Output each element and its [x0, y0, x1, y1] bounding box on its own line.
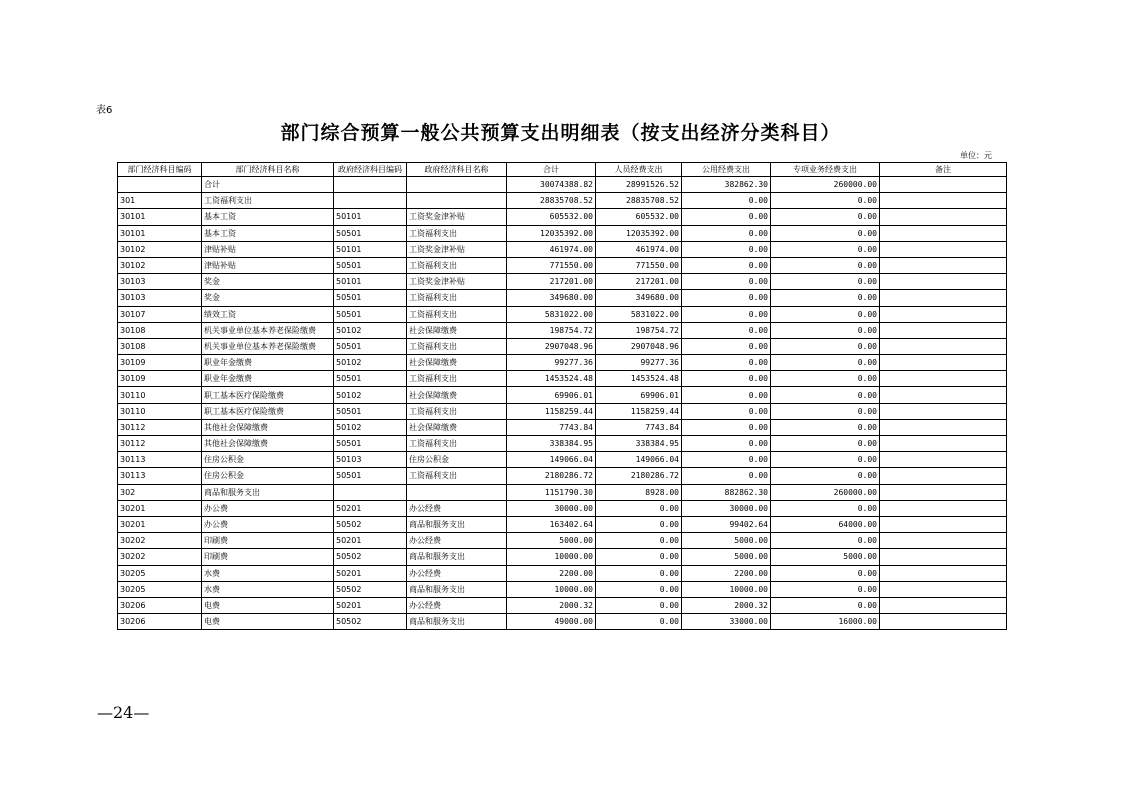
cell-total: 7743.84 — [507, 419, 596, 435]
table-row — [118, 387, 1007, 403]
cell-special: 260000.00 — [771, 177, 880, 193]
cell-special: 0.00 — [771, 468, 880, 484]
cell-dept-code: 30110 — [118, 387, 202, 403]
cell-dept-code — [118, 177, 202, 193]
cell-special: 0.00 — [771, 452, 880, 468]
cell-personnel: 605532.00 — [596, 209, 682, 225]
cell-special: 0.00 — [771, 597, 880, 613]
cell-public: 0.00 — [682, 452, 771, 468]
cell-personnel: 0.00 — [596, 581, 682, 597]
cell-public: 0.00 — [682, 306, 771, 322]
table-row — [118, 225, 1007, 241]
cell-total: 30000.00 — [507, 500, 596, 516]
table-row — [118, 468, 1007, 484]
cell-gov-name — [407, 484, 507, 500]
cell-special: 0.00 — [771, 241, 880, 257]
cell-total: 99277.36 — [507, 355, 596, 371]
table-row — [118, 322, 1007, 338]
cell-dept-name: 基本工资 — [202, 209, 334, 225]
cell-public: 2000.32 — [682, 597, 771, 613]
col-header-total: 合计 — [507, 163, 596, 177]
cell-dept-code: 30113 — [118, 468, 202, 484]
cell-personnel: 0.00 — [596, 565, 682, 581]
cell-gov-code: 50102 — [334, 419, 407, 435]
cell-public: 0.00 — [682, 322, 771, 338]
cell-special: 0.00 — [771, 257, 880, 273]
cell-gov-code: 50201 — [334, 597, 407, 613]
table-row — [118, 290, 1007, 306]
cell-personnel: 8928.00 — [596, 484, 682, 500]
cell-gov-code — [334, 177, 407, 193]
table-row — [118, 257, 1007, 273]
cell-gov-code: 50201 — [334, 565, 407, 581]
cell-total: 198754.72 — [507, 322, 596, 338]
cell-dept-code: 30101 — [118, 225, 202, 241]
cell-gov-code: 50502 — [334, 614, 407, 630]
cell-dept-name: 职业年金缴费 — [202, 355, 334, 371]
cell-personnel: 217201.00 — [596, 274, 682, 290]
cell-personnel: 69906.01 — [596, 387, 682, 403]
cell-public: 0.00 — [682, 257, 771, 273]
page-number: —24— — [97, 703, 150, 722]
cell-gov-name: 工资奖金津补贴 — [407, 241, 507, 257]
cell-public: 0.00 — [682, 338, 771, 354]
cell-remarks — [880, 533, 1007, 549]
table-number-label: 表6 — [96, 105, 113, 116]
cell-dept-name: 住房公积金 — [202, 468, 334, 484]
cell-total: 2000.32 — [507, 597, 596, 613]
cell-gov-code: 50502 — [334, 581, 407, 597]
cell-public: 5000.00 — [682, 533, 771, 549]
cell-personnel: 28835708.52 — [596, 193, 682, 209]
col-header-dept-code: 部门经济科目编码 — [118, 163, 202, 177]
cell-gov-code: 50101 — [334, 241, 407, 257]
cell-personnel: 461974.00 — [596, 241, 682, 257]
table-row — [118, 193, 1007, 209]
cell-personnel: 2180286.72 — [596, 468, 682, 484]
cell-special: 0.00 — [771, 387, 880, 403]
table-row — [118, 581, 1007, 597]
cell-special: 0.00 — [771, 581, 880, 597]
cell-gov-name: 工资奖金津补贴 — [407, 209, 507, 225]
cell-remarks — [880, 290, 1007, 306]
cell-gov-name — [407, 177, 507, 193]
table-row — [118, 614, 1007, 630]
cell-total: 2200.00 — [507, 565, 596, 581]
cell-dept-name: 职工基本医疗保险缴费 — [202, 403, 334, 419]
cell-remarks — [880, 193, 1007, 209]
cell-dept-code: 30201 — [118, 500, 202, 516]
cell-public: 0.00 — [682, 468, 771, 484]
cell-special: 0.00 — [771, 209, 880, 225]
cell-personnel: 0.00 — [596, 614, 682, 630]
cell-gov-name: 工资福利支出 — [407, 290, 507, 306]
cell-gov-name: 工资福利支出 — [407, 403, 507, 419]
cell-gov-code: 50201 — [334, 533, 407, 549]
cell-dept-code: 30102 — [118, 241, 202, 257]
cell-total: 771550.00 — [507, 257, 596, 273]
cell-remarks — [880, 322, 1007, 338]
cell-gov-code: 50501 — [334, 468, 407, 484]
cell-gov-name: 工资福利支出 — [407, 468, 507, 484]
cell-dept-code: 30202 — [118, 533, 202, 549]
cell-dept-code: 30112 — [118, 419, 202, 435]
cell-gov-code: 50201 — [334, 500, 407, 516]
cell-remarks — [880, 436, 1007, 452]
cell-dept-name: 办公费 — [202, 516, 334, 532]
cell-total: 10000.00 — [507, 549, 596, 565]
cell-special: 5000.00 — [771, 549, 880, 565]
cell-remarks — [880, 387, 1007, 403]
cell-remarks — [880, 614, 1007, 630]
cell-special: 0.00 — [771, 371, 880, 387]
cell-public: 0.00 — [682, 225, 771, 241]
cell-special: 0.00 — [771, 436, 880, 452]
cell-dept-name: 印刷费 — [202, 549, 334, 565]
table-row — [118, 355, 1007, 371]
cell-public: 33000.00 — [682, 614, 771, 630]
cell-total: 12035392.00 — [507, 225, 596, 241]
cell-remarks — [880, 371, 1007, 387]
cell-gov-name: 商品和服务支出 — [407, 516, 507, 532]
cell-gov-name: 社会保障缴费 — [407, 419, 507, 435]
cell-dept-code: 30110 — [118, 403, 202, 419]
cell-dept-code: 30101 — [118, 209, 202, 225]
cell-dept-code: 30103 — [118, 274, 202, 290]
cell-dept-name: 奖金 — [202, 274, 334, 290]
cell-personnel: 338384.95 — [596, 436, 682, 452]
cell-total: 5000.00 — [507, 533, 596, 549]
cell-dept-code: 301 — [118, 193, 202, 209]
cell-public: 5000.00 — [682, 549, 771, 565]
cell-personnel: 1158259.44 — [596, 403, 682, 419]
cell-remarks — [880, 403, 1007, 419]
cell-dept-code: 30202 — [118, 549, 202, 565]
cell-gov-name: 工资福利支出 — [407, 257, 507, 273]
cell-gov-name: 工资福利支出 — [407, 338, 507, 354]
cell-remarks — [880, 597, 1007, 613]
cell-remarks — [880, 516, 1007, 532]
cell-personnel: 349680.00 — [596, 290, 682, 306]
cell-remarks — [880, 419, 1007, 435]
col-header-gov-code: 政府经济科目编码 — [334, 163, 407, 177]
cell-remarks — [880, 500, 1007, 516]
cell-gov-name: 社会保障缴费 — [407, 355, 507, 371]
cell-gov-code: 50103 — [334, 452, 407, 468]
table-header-row — [118, 163, 1007, 177]
cell-special: 0.00 — [771, 225, 880, 241]
cell-total: 10000.00 — [507, 581, 596, 597]
cell-dept-code: 30102 — [118, 257, 202, 273]
cell-special: 0.00 — [771, 193, 880, 209]
cell-remarks — [880, 452, 1007, 468]
cell-gov-name: 社会保障缴费 — [407, 387, 507, 403]
cell-gov-code: 50501 — [334, 306, 407, 322]
cell-public: 0.00 — [682, 241, 771, 257]
cell-gov-name: 工资福利支出 — [407, 436, 507, 452]
table-row — [118, 549, 1007, 565]
cell-gov-code: 50501 — [334, 371, 407, 387]
cell-public: 99402.64 — [682, 516, 771, 532]
cell-total: 69906.01 — [507, 387, 596, 403]
cell-public: 0.00 — [682, 290, 771, 306]
cell-public: 30000.00 — [682, 500, 771, 516]
cell-remarks — [880, 209, 1007, 225]
cell-dept-code: 30205 — [118, 565, 202, 581]
unit-label: 单位：元 — [960, 151, 992, 160]
cell-gov-code: 50102 — [334, 322, 407, 338]
table-row — [118, 484, 1007, 500]
cell-special: 16000.00 — [771, 614, 880, 630]
cell-dept-name: 合计 — [202, 177, 334, 193]
cell-special: 0.00 — [771, 355, 880, 371]
cell-gov-code — [334, 484, 407, 500]
cell-personnel: 149066.04 — [596, 452, 682, 468]
cell-remarks — [880, 549, 1007, 565]
cell-dept-name: 办公费 — [202, 500, 334, 516]
cell-dept-code: 30206 — [118, 614, 202, 630]
table-row — [118, 403, 1007, 419]
cell-dept-code: 30112 — [118, 436, 202, 452]
cell-remarks — [880, 274, 1007, 290]
cell-special: 0.00 — [771, 290, 880, 306]
cell-dept-code: 30107 — [118, 306, 202, 322]
cell-gov-name: 工资福利支出 — [407, 225, 507, 241]
table-row — [118, 452, 1007, 468]
cell-gov-code: 50502 — [334, 549, 407, 565]
cell-gov-name: 办公经费 — [407, 500, 507, 516]
cell-special: 0.00 — [771, 565, 880, 581]
cell-special: 0.00 — [771, 533, 880, 549]
cell-public: 0.00 — [682, 355, 771, 371]
cell-dept-code: 30109 — [118, 371, 202, 387]
cell-gov-code: 50501 — [334, 257, 407, 273]
cell-remarks — [880, 338, 1007, 354]
cell-special: 64000.00 — [771, 516, 880, 532]
cell-dept-name: 奖金 — [202, 290, 334, 306]
cell-gov-code: 50101 — [334, 209, 407, 225]
cell-dept-name: 住房公积金 — [202, 452, 334, 468]
cell-special: 0.00 — [771, 274, 880, 290]
cell-dept-name: 基本工资 — [202, 225, 334, 241]
col-header-gov-name: 政府经济科目名称 — [407, 163, 507, 177]
cell-public: 0.00 — [682, 209, 771, 225]
table-row — [118, 306, 1007, 322]
cell-dept-name: 其他社会保障缴费 — [202, 436, 334, 452]
cell-gov-name: 商品和服务支出 — [407, 581, 507, 597]
table-row — [118, 177, 1007, 193]
cell-total: 149066.04 — [507, 452, 596, 468]
cell-gov-name: 社会保障缴费 — [407, 322, 507, 338]
col-header-personnel: 人员经费支出 — [596, 163, 682, 177]
cell-public: 0.00 — [682, 419, 771, 435]
cell-total: 461974.00 — [507, 241, 596, 257]
table-row — [118, 597, 1007, 613]
page-title: 部门综合预算一般公共预算支出明细表（按支出经济分类科目） — [280, 122, 841, 144]
cell-gov-name: 工资福利支出 — [407, 371, 507, 387]
cell-dept-name: 商品和服务支出 — [202, 484, 334, 500]
table-row — [118, 338, 1007, 354]
cell-special: 0.00 — [771, 403, 880, 419]
table-row — [118, 500, 1007, 516]
cell-personnel: 99277.36 — [596, 355, 682, 371]
cell-dept-name: 绩效工资 — [202, 306, 334, 322]
cell-total: 28835708.52 — [507, 193, 596, 209]
cell-personnel: 198754.72 — [596, 322, 682, 338]
cell-remarks — [880, 565, 1007, 581]
cell-dept-code: 302 — [118, 484, 202, 500]
cell-personnel: 0.00 — [596, 500, 682, 516]
cell-dept-code: 30108 — [118, 338, 202, 354]
cell-gov-code: 50501 — [334, 225, 407, 241]
cell-remarks — [880, 355, 1007, 371]
cell-personnel: 5831022.00 — [596, 306, 682, 322]
table-row — [118, 371, 1007, 387]
table-row — [118, 419, 1007, 435]
cell-remarks — [880, 177, 1007, 193]
cell-dept-name: 水费 — [202, 565, 334, 581]
cell-public: 0.00 — [682, 274, 771, 290]
cell-remarks — [880, 241, 1007, 257]
table-row — [118, 274, 1007, 290]
cell-personnel: 0.00 — [596, 597, 682, 613]
cell-total: 5831022.00 — [507, 306, 596, 322]
cell-gov-name: 住房公积金 — [407, 452, 507, 468]
cell-dept-code: 30108 — [118, 322, 202, 338]
cell-gov-name: 商品和服务支出 — [407, 614, 507, 630]
cell-dept-name: 津贴补贴 — [202, 241, 334, 257]
cell-dept-name: 电费 — [202, 597, 334, 613]
cell-gov-name — [407, 193, 507, 209]
cell-gov-code: 50501 — [334, 403, 407, 419]
budget-detail-table — [117, 162, 1007, 630]
table-row — [118, 436, 1007, 452]
cell-dept-name: 印刷费 — [202, 533, 334, 549]
col-header-dept-name: 部门经济科目名称 — [202, 163, 334, 177]
table-row — [118, 533, 1007, 549]
table-row — [118, 241, 1007, 257]
cell-dept-code: 30205 — [118, 581, 202, 597]
cell-special: 0.00 — [771, 322, 880, 338]
col-header-remarks: 备注 — [880, 163, 1007, 177]
cell-public: 0.00 — [682, 371, 771, 387]
cell-total: 49000.00 — [507, 614, 596, 630]
cell-dept-name: 工资福利支出 — [202, 193, 334, 209]
cell-special: 0.00 — [771, 306, 880, 322]
cell-gov-name: 办公经费 — [407, 565, 507, 581]
cell-personnel: 7743.84 — [596, 419, 682, 435]
cell-gov-code: 50102 — [334, 355, 407, 371]
cell-total: 163402.64 — [507, 516, 596, 532]
cell-dept-code: 30201 — [118, 516, 202, 532]
cell-personnel: 28991526.52 — [596, 177, 682, 193]
cell-dept-name: 津贴补贴 — [202, 257, 334, 273]
cell-personnel: 1453524.48 — [596, 371, 682, 387]
cell-gov-code: 50501 — [334, 290, 407, 306]
cell-public: 0.00 — [682, 403, 771, 419]
cell-total: 2180286.72 — [507, 468, 596, 484]
cell-remarks — [880, 484, 1007, 500]
cell-public: 0.00 — [682, 193, 771, 209]
cell-personnel: 2907048.96 — [596, 338, 682, 354]
cell-special: 0.00 — [771, 500, 880, 516]
cell-dept-name: 水费 — [202, 581, 334, 597]
cell-personnel: 0.00 — [596, 533, 682, 549]
cell-dept-name: 职业年金缴费 — [202, 371, 334, 387]
cell-remarks — [880, 581, 1007, 597]
cell-total: 1151790.30 — [507, 484, 596, 500]
cell-gov-code: 50102 — [334, 387, 407, 403]
cell-remarks — [880, 468, 1007, 484]
cell-total: 1158259.44 — [507, 403, 596, 419]
table-row — [118, 516, 1007, 532]
cell-dept-name: 其他社会保障缴费 — [202, 419, 334, 435]
cell-public: 2200.00 — [682, 565, 771, 581]
cell-gov-code: 50501 — [334, 436, 407, 452]
cell-remarks — [880, 306, 1007, 322]
cell-total: 2907048.96 — [507, 338, 596, 354]
cell-dept-name: 职工基本医疗保险缴费 — [202, 387, 334, 403]
cell-gov-code — [334, 193, 407, 209]
cell-remarks — [880, 225, 1007, 241]
cell-gov-name: 办公经费 — [407, 533, 507, 549]
cell-public: 882862.30 — [682, 484, 771, 500]
cell-total: 1453524.48 — [507, 371, 596, 387]
cell-special: 0.00 — [771, 419, 880, 435]
cell-gov-code: 50502 — [334, 516, 407, 532]
cell-remarks — [880, 257, 1007, 273]
cell-total: 217201.00 — [507, 274, 596, 290]
cell-dept-name: 机关事业单位基本养老保险缴费 — [202, 338, 334, 354]
cell-dept-name: 机关事业单位基本养老保险缴费 — [202, 322, 334, 338]
cell-gov-code: 50101 — [334, 274, 407, 290]
cell-gov-name: 工资福利支出 — [407, 306, 507, 322]
cell-gov-code: 50501 — [334, 338, 407, 354]
cell-special: 260000.00 — [771, 484, 880, 500]
table-row — [118, 209, 1007, 225]
cell-total: 349680.00 — [507, 290, 596, 306]
cell-personnel: 0.00 — [596, 549, 682, 565]
cell-dept-code: 30206 — [118, 597, 202, 613]
cell-personnel: 771550.00 — [596, 257, 682, 273]
cell-public: 0.00 — [682, 436, 771, 452]
table-row — [118, 565, 1007, 581]
cell-special: 0.00 — [771, 338, 880, 354]
cell-total: 338384.95 — [507, 436, 596, 452]
cell-dept-code: 30103 — [118, 290, 202, 306]
cell-gov-name: 商品和服务支出 — [407, 549, 507, 565]
cell-personnel: 0.00 — [596, 516, 682, 532]
cell-dept-code: 30109 — [118, 355, 202, 371]
cell-public: 10000.00 — [682, 581, 771, 597]
col-header-public: 公用经费支出 — [682, 163, 771, 177]
cell-gov-name: 办公经费 — [407, 597, 507, 613]
col-header-special: 专项业务经费支出 — [771, 163, 880, 177]
cell-personnel: 12035392.00 — [596, 225, 682, 241]
cell-public: 0.00 — [682, 387, 771, 403]
cell-dept-code: 30113 — [118, 452, 202, 468]
cell-gov-name: 工资奖金津补贴 — [407, 274, 507, 290]
cell-total: 30074388.82 — [507, 177, 596, 193]
cell-dept-name: 电费 — [202, 614, 334, 630]
cell-total: 605532.00 — [507, 209, 596, 225]
cell-public: 382862.30 — [682, 177, 771, 193]
